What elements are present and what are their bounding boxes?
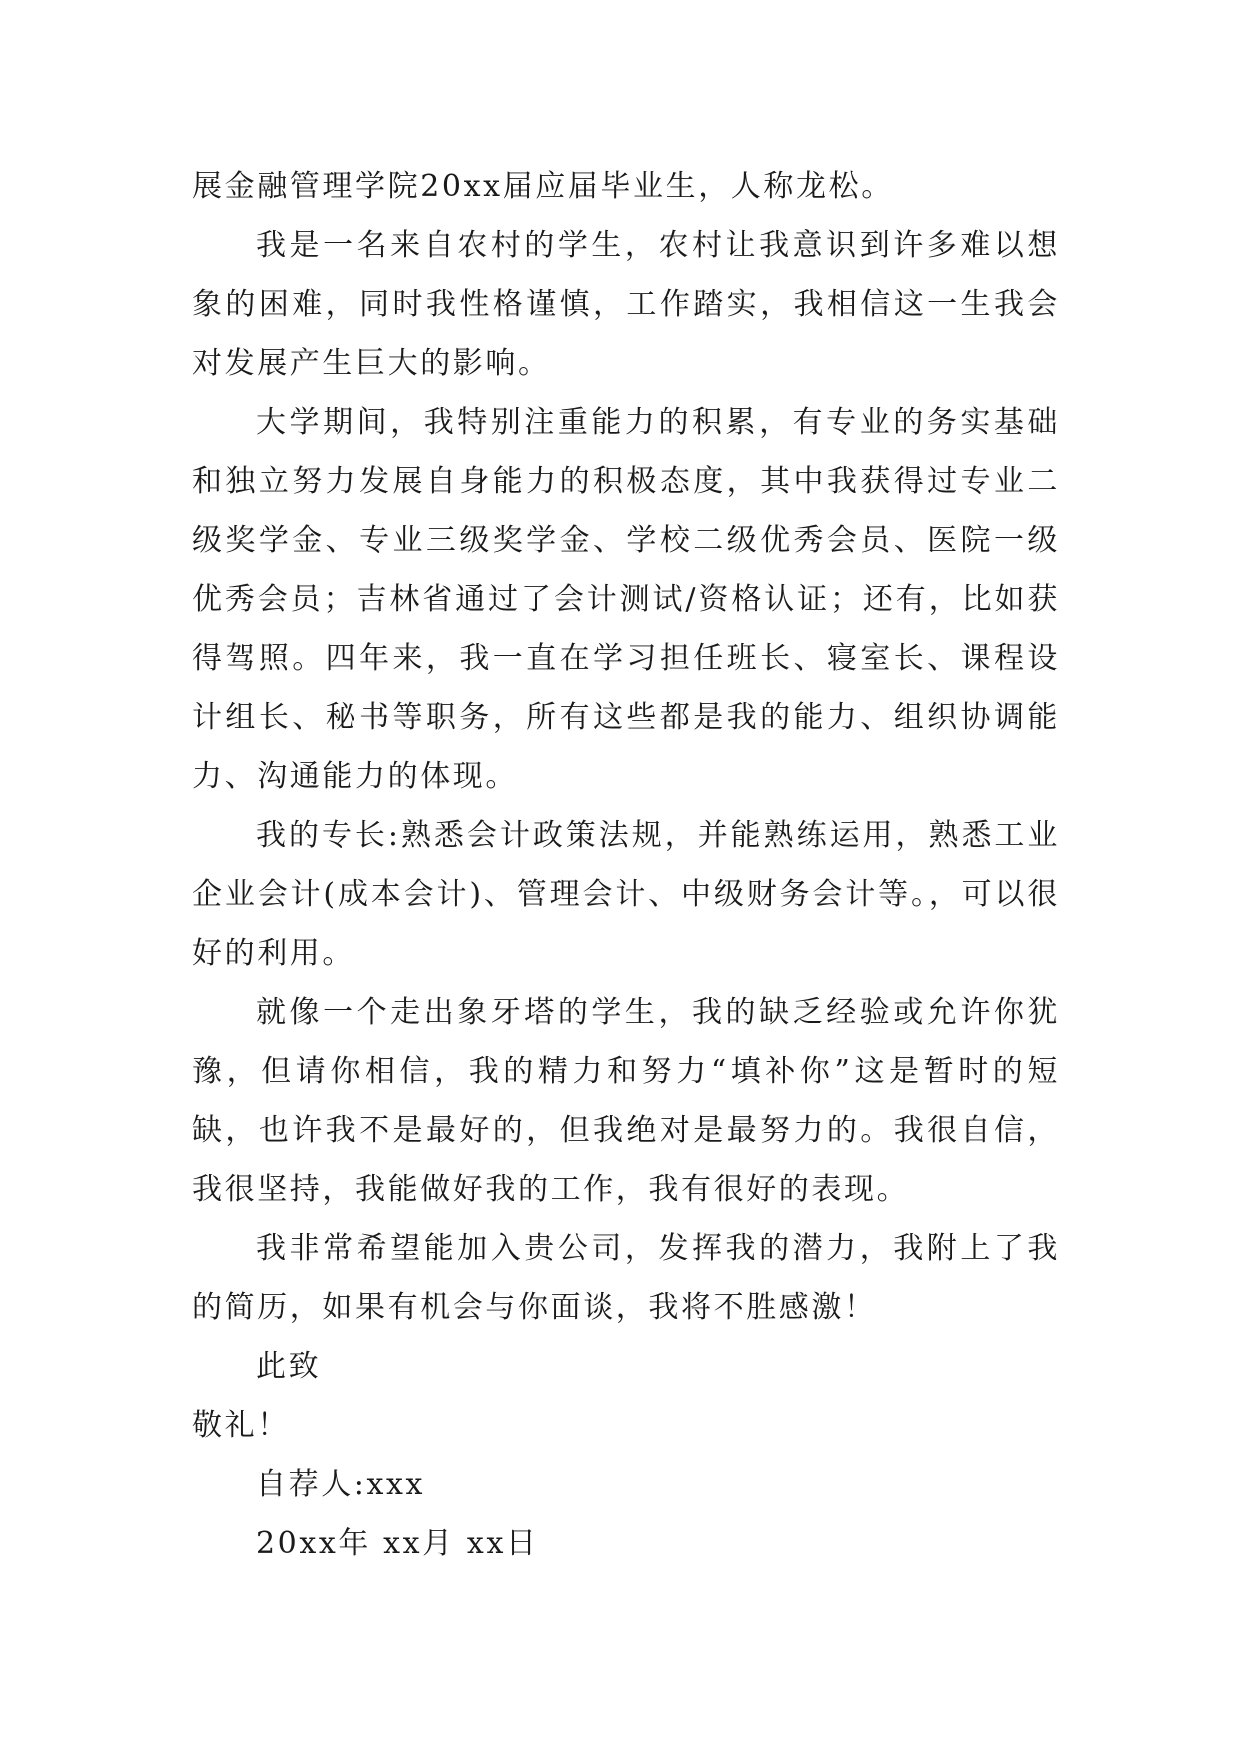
closing-regards: 敬礼！ [192,1408,290,1443]
paragraph-intro: 展金融管理学院20xx届应届毕业生，人称龙松。 [192,169,894,204]
paragraph-university: 大学期间，我特别注重能力的积累，有专业的务实基础和独立努力发展自身能力的积极态度，其中我获得过专业二级奖学金、专业三级奖学金、学校二级优秀会员、医院一级优秀会员；吉林省通过了会计测试/资格认证；还有，比如获得驾照。四年来，我一直在学习担任班长、寝室长、课程设计组长、秘书等职务，所有这些都是我的能力、组织协调能力、沟通能力的体现。 [192,405,1060,794]
signature: 自荐人:xxx [256,1467,426,1502]
letter-body [192,157,1060,1573]
closing-salutation: 此致 [256,1349,322,1384]
date: 20xx年 xx月 xx日 [256,1526,539,1561]
paragraph-request: 我非常希望能加入贵公司，发挥我的潜力，我附上了我的简历，如果有机会与你面谈，我将不胜感激！ [192,1231,1060,1325]
paragraph-specialty: 我的专长:熟悉会计政策法规，并能熟练运用，熟悉工业企业会计(成本会计)、管理会计、中级财务会计等。，可以很好的利用。 [192,818,1060,971]
paragraph-attitude: 就像一个走出象牙塔的学生，我的缺乏经验或允许你犹豫，但请你相信，我的精力和努力“填补你”这是暂时的短缺，也许我不是最好的，但我绝对是最努力的。我很自信，我很坚持，我能做好我的工作，我有很好的表现。 [192,995,1060,1207]
paragraph-background: 我是一名来自农村的学生，农村让我意识到许多难以想象的困难，同时我性格谨慎，工作踏实，我相信这一生我会对发展产生巨大的影响。 [192,228,1060,381]
